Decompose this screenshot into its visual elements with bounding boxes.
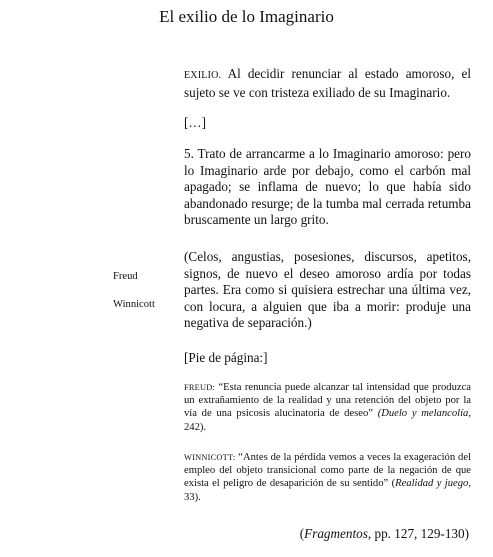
margin-note-winnicott: Winnicott [113, 299, 155, 310]
footnote-pages: , 33). [184, 478, 471, 503]
paragraph-exilio [184, 66, 471, 101]
source-citation [300, 526, 469, 542]
footnote-freud [184, 381, 471, 434]
paragraph-text: Al decidir renunciar al estado amoroso, el sujeto se ve con tristeza exiliado de su Imaginario. [184, 66, 471, 100]
margin-note-freud: Freud [113, 271, 138, 282]
footnote-pages: , 242). [184, 408, 471, 433]
paragraph-parenthetical: (Celos, angustias, posesiones, discursos, apetitos, signos, de nuevo el deseo amoroso ardía por todas partes. Era como si quisiera estrechar una última vez, con locura, a alguien que iba a morir: produje una negativa de separación.) [184, 249, 471, 331]
footnote-source-title: Realidad y juego [395, 478, 469, 490]
citation-work-title: Fragmentos [304, 526, 368, 541]
footnote-author: FREUD: [184, 383, 215, 392]
citation-pages: , pp. 127, 129-130) [367, 526, 469, 541]
footnote-author: WINNICOTT: [184, 453, 236, 462]
paragraph-numbered-5: 5. Trato de arrancarme a lo Imaginario amoroso: pero lo Imaginario arde por debajo, como el carbón mal apagado; se inflama de nuevo; lo que había sido abandonado resurge; de la tumba mal cerrada retumba bruscamente un largo grito. [184, 146, 471, 228]
footnote-quote: “Antes de la pérdida vemos a veces la exageración del empleo del objeto transicional como parte de la negación de que exista el peligro de desaparición de su sentido” ( [184, 452, 471, 490]
footnote-heading: [Pie de página:] [184, 350, 268, 365]
page-title: El exilio de lo Imaginario [159, 7, 334, 26]
footnote-quote: “Esta renuncia puede alcanzar tal intensidad que produzca un extrañamiento de la realidad y una retención del objeto por la vía de una psicosis alucinatoria de deseo” [184, 382, 471, 420]
citation-open: ( [299, 526, 305, 541]
paragraph-lead-term: EXILIO. [184, 70, 222, 81]
footnote-source-title: (Duelo y melancolía [377, 408, 469, 420]
ellipsis-paragraph: […] [184, 115, 206, 130]
footnote-winnicott [184, 451, 471, 504]
